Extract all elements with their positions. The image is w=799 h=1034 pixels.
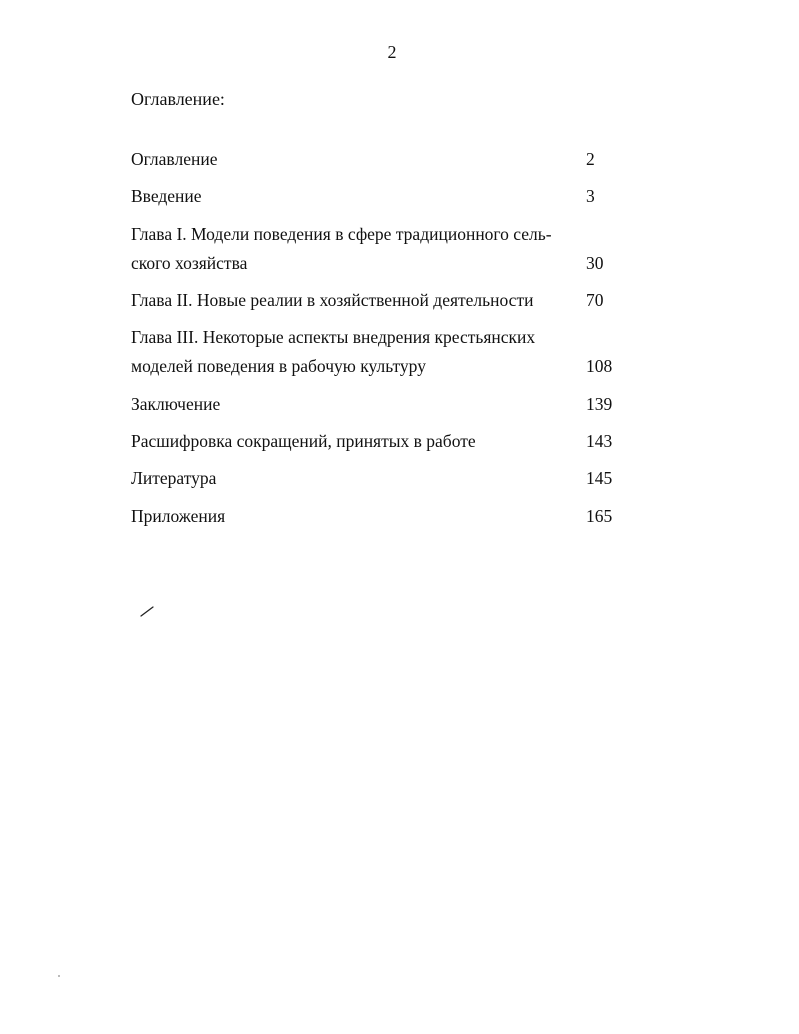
toc-entry-page: 3 bbox=[586, 186, 595, 206]
toc-entry-title-line1: Глава I. Модели поведения в сфере традиционного сель- bbox=[131, 224, 552, 244]
toc-entry-title: Расшифровка сокращений, принятых в работе bbox=[131, 431, 476, 451]
toc-entry bbox=[131, 390, 631, 419]
toc-entry bbox=[131, 182, 631, 211]
toc-entry bbox=[131, 464, 631, 493]
toc-entry-page: 30 bbox=[586, 253, 604, 273]
toc-entry-page: 145 bbox=[586, 468, 613, 488]
toc-entry bbox=[131, 323, 631, 381]
toc-entry bbox=[131, 145, 631, 174]
page-number: 2 bbox=[387, 42, 397, 62]
toc-entry-page: 143 bbox=[586, 431, 613, 451]
toc-heading: Оглавление: bbox=[131, 89, 225, 109]
toc-entry-title: Заключение bbox=[131, 394, 221, 414]
toc-entry-page: 108 bbox=[586, 356, 613, 376]
toc-entry bbox=[131, 427, 631, 456]
toc-entry bbox=[131, 502, 631, 531]
toc-entry-title-line2: моделей поведения в рабочую культуру bbox=[131, 356, 426, 376]
toc-entry-page: 70 bbox=[586, 290, 604, 310]
toc-entry-title: Литература bbox=[131, 468, 217, 488]
toc-entry bbox=[131, 220, 631, 278]
toc-entry-page: 2 bbox=[586, 149, 595, 169]
toc-entry-title: Оглавление bbox=[131, 149, 218, 169]
scan-speck bbox=[58, 975, 60, 977]
toc-entry-title: Введение bbox=[131, 186, 202, 206]
toc-entry-page: 165 bbox=[586, 506, 613, 526]
toc-entry bbox=[131, 286, 631, 315]
toc-entry-title: Глава II. Новые реалии в хозяйственной деятельности bbox=[131, 290, 534, 310]
toc-entry-page: 139 bbox=[586, 394, 613, 414]
pen-mark-icon bbox=[140, 604, 154, 618]
toc-entry-title: Приложения bbox=[131, 506, 226, 526]
toc-entry-title-line1: Глава III. Некоторые аспекты внедрения крестьянских bbox=[131, 327, 536, 347]
toc-entry-title-line2: ского хозяйства bbox=[131, 253, 248, 273]
